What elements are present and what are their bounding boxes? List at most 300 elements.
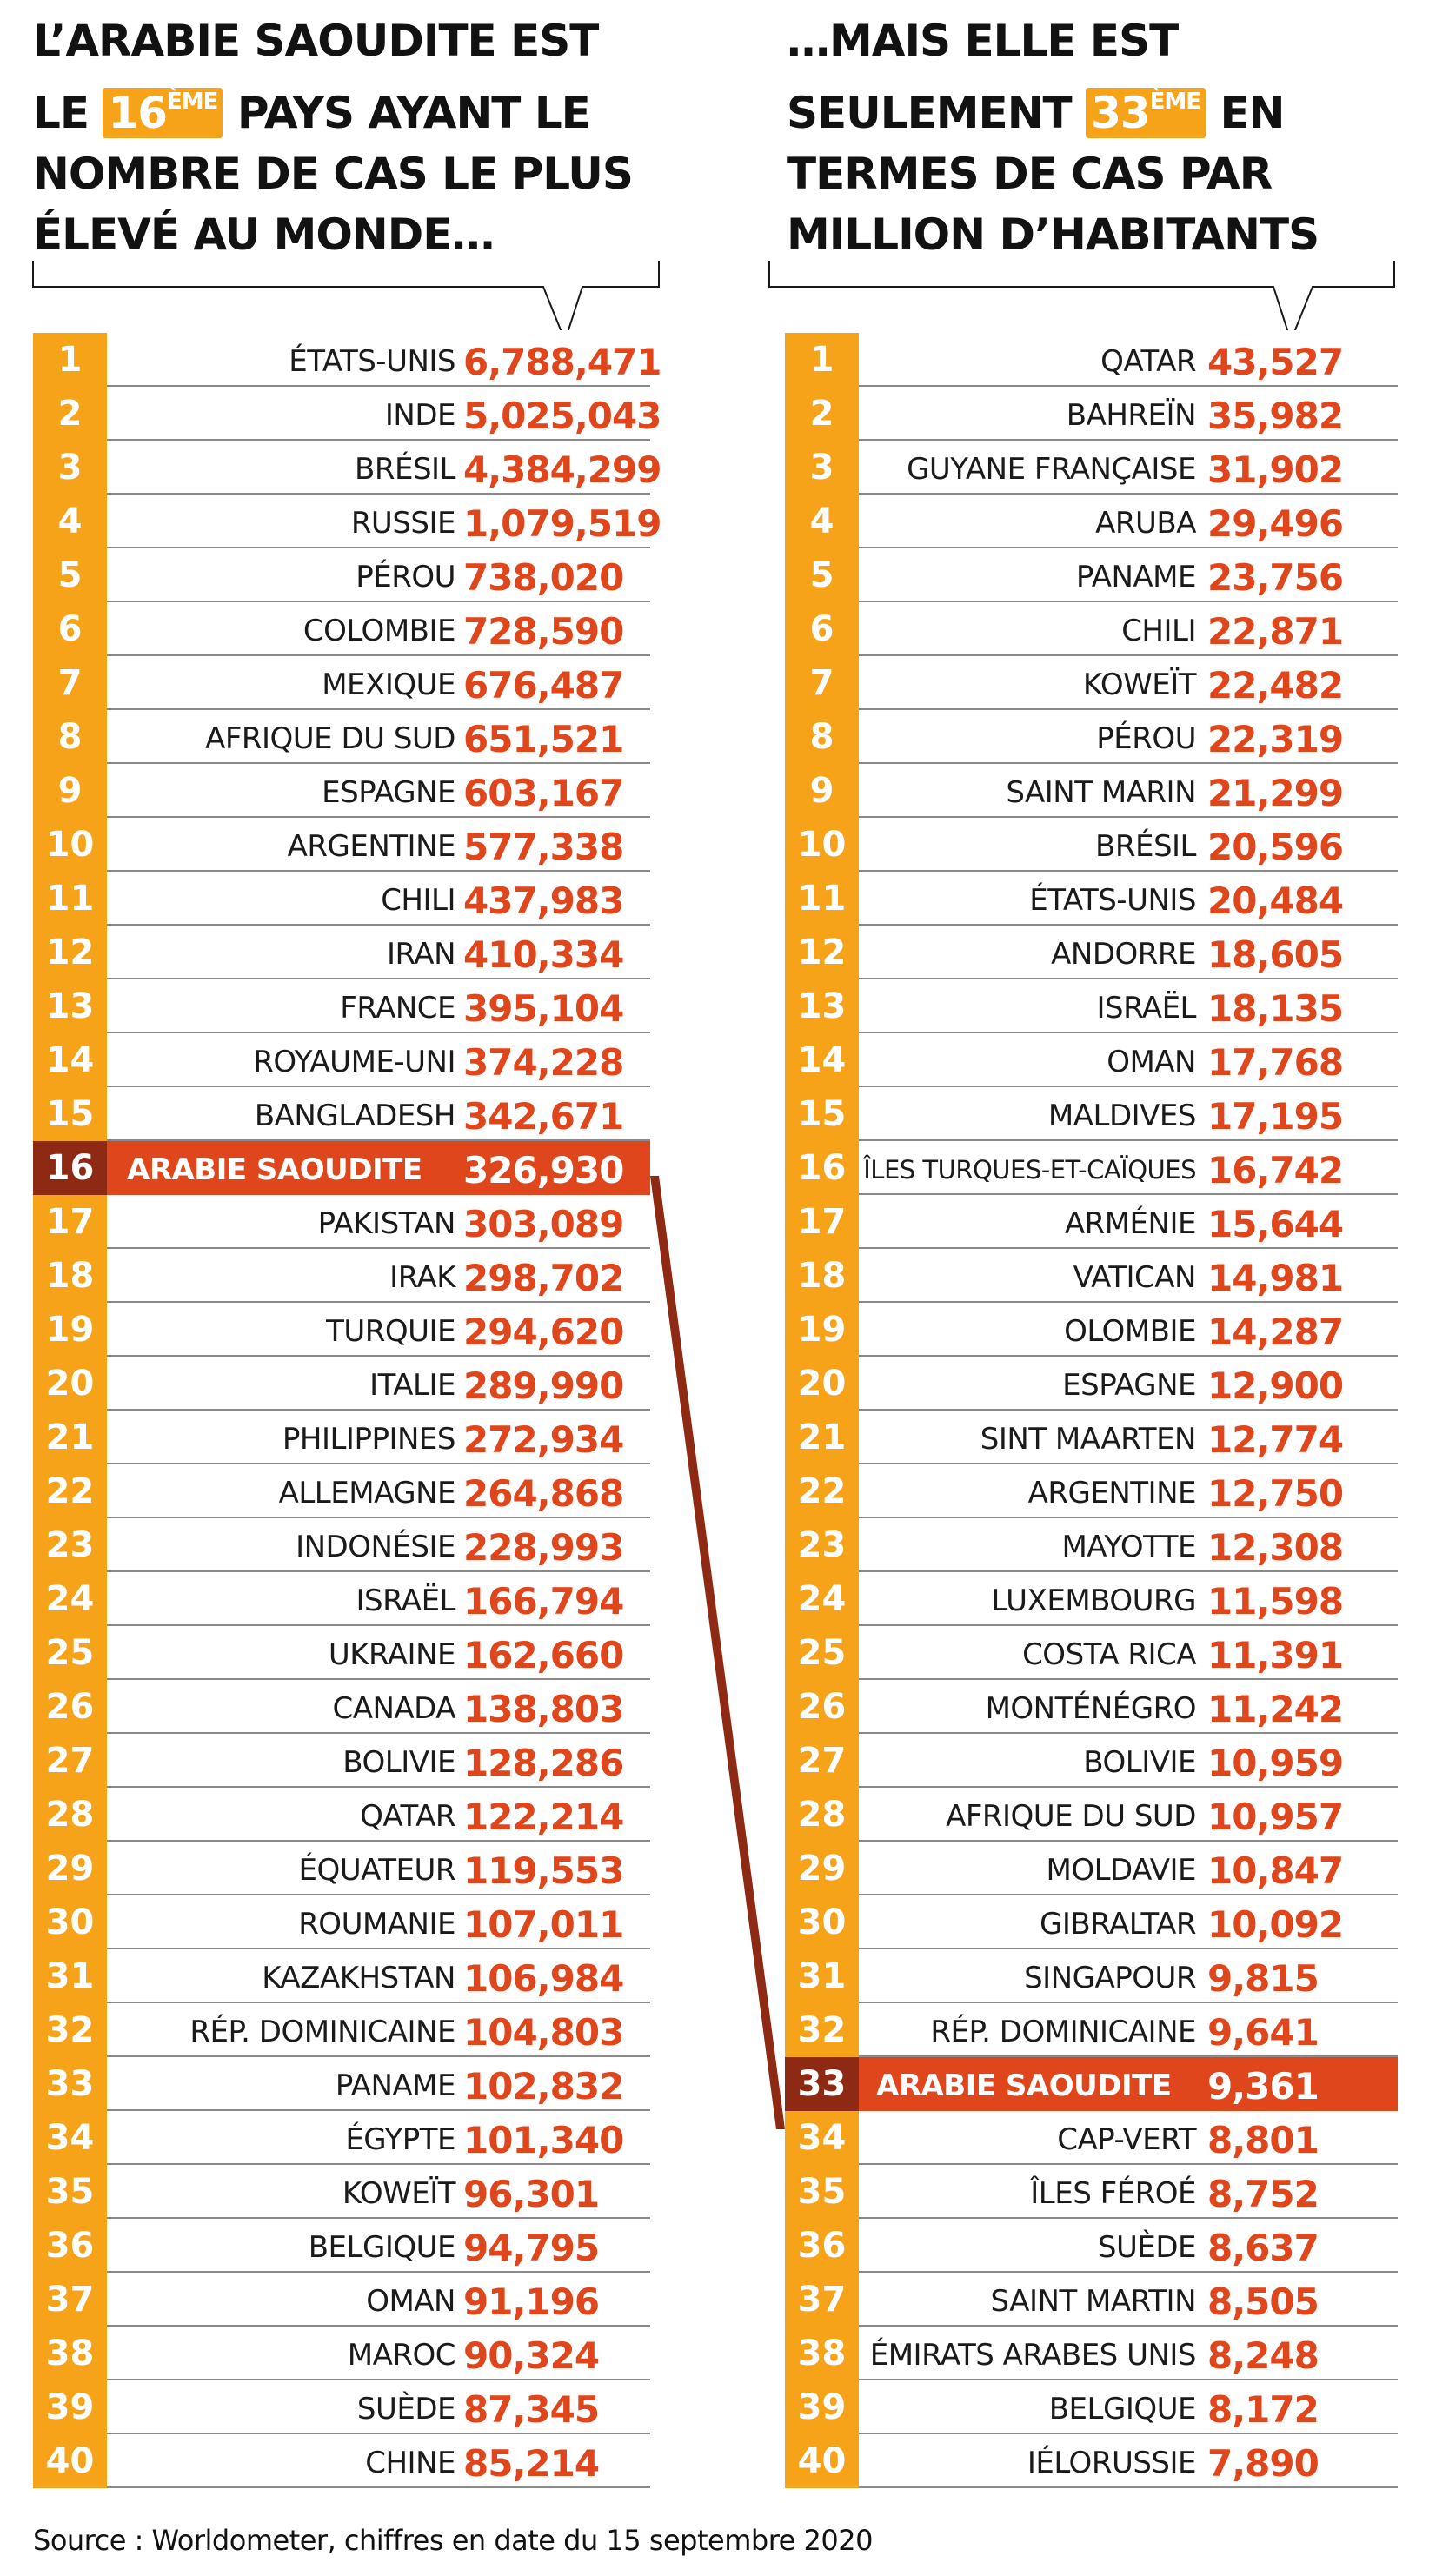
country-name: ROYAUME-UNI — [253, 1045, 455, 1079]
ranking-table-total-cases — [33, 333, 661, 2488]
case-value: 43,527 — [1207, 341, 1344, 383]
country-name: COLOMBIE — [302, 614, 455, 648]
country-name: CANADA — [332, 1691, 455, 1726]
table-row — [785, 1303, 1398, 1357]
rank-number: 8 — [785, 710, 859, 764]
country-name: IÉLORUSSIE — [1027, 2446, 1196, 2480]
rank-number: 24 — [785, 1572, 859, 1626]
rank-number: 10 — [33, 818, 107, 872]
table-row — [785, 979, 1398, 1033]
rank-number: 15 — [33, 1087, 107, 1141]
rank-number: 5 — [785, 548, 859, 602]
country-name: BRÉSIL — [355, 452, 455, 487]
table-row — [33, 1572, 650, 1626]
rank-number: 28 — [785, 1788, 859, 1842]
country-name: BOLIVIE — [342, 1745, 455, 1780]
case-value: 8,637 — [1207, 2227, 1319, 2269]
case-value: 101,340 — [463, 2119, 624, 2161]
case-value: 298,702 — [463, 1257, 624, 1299]
case-value: 15,644 — [1207, 1203, 1344, 1245]
rank-number: 11 — [33, 872, 107, 926]
connector-band — [650, 1176, 785, 2129]
case-value: 651,521 — [463, 718, 624, 760]
rank-number: 3 — [785, 441, 859, 495]
rank-number: 6 — [785, 602, 859, 656]
rank-number: 21 — [785, 1411, 859, 1464]
country-name: MONTÉNÉGRO — [985, 1691, 1196, 1726]
rank-number: 4 — [33, 495, 107, 548]
case-value: 5,025,043 — [463, 395, 661, 437]
rank-number: 32 — [785, 2003, 859, 2057]
country-name: TURQUIE — [326, 1314, 455, 1349]
table-row — [33, 1949, 650, 2003]
case-value: 264,868 — [463, 1472, 624, 1515]
rank-number: 20 — [33, 1357, 107, 1411]
rank-number: 26 — [785, 1680, 859, 1734]
rank-number: 24 — [33, 1572, 107, 1626]
rank-number: 36 — [33, 2219, 107, 2273]
table-row — [785, 656, 1398, 710]
rank-number: 2 — [33, 387, 107, 441]
case-value: 18,135 — [1207, 987, 1344, 1030]
rank-number: 14 — [33, 1033, 107, 1087]
case-value: 14,981 — [1207, 1257, 1344, 1299]
case-value: 22,482 — [1207, 664, 1344, 707]
case-value: 96,301 — [463, 2173, 600, 2215]
case-value: 289,990 — [463, 1364, 624, 1407]
country-name: ÉTATS-UNIS — [1029, 883, 1196, 918]
rank-number: 40 — [33, 2434, 107, 2488]
country-name: ARMÉNIE — [1064, 1206, 1196, 1241]
rank-number: 35 — [785, 2165, 859, 2219]
heading-text: EN TERMES DE CAS PAR MILLION D’HABITANTS — [787, 88, 1319, 260]
table-row — [33, 1357, 650, 1411]
case-value: 272,934 — [463, 1418, 624, 1461]
country-name: CHILI — [1121, 614, 1196, 648]
rank-number: 36 — [785, 2219, 859, 2273]
rank-number: 35 — [33, 2165, 107, 2219]
rank-number: 28 — [33, 1788, 107, 1842]
table-row — [785, 2380, 1398, 2434]
country-name: ÉQUATEUR — [298, 1853, 455, 1888]
country-name: LUXEMBOURG — [991, 1583, 1196, 1618]
case-value: 8,248 — [1207, 2334, 1319, 2377]
case-value: 94,795 — [463, 2227, 600, 2269]
table-row — [33, 926, 650, 979]
table-row — [33, 548, 650, 602]
case-value: 10,847 — [1207, 1849, 1344, 1892]
case-value: 119,553 — [463, 1849, 624, 1892]
rank-number: 34 — [33, 2111, 107, 2165]
country-name: ÉGYPTE — [345, 2122, 455, 2157]
case-value: 294,620 — [463, 1311, 624, 1353]
country-name: ROUMANIE — [298, 1907, 455, 1942]
table-row — [33, 2327, 650, 2380]
country-name: QATAR — [1100, 344, 1196, 379]
country-name: ESPAGNE — [1062, 1368, 1196, 1403]
country-name: INDE — [384, 398, 455, 433]
case-value: 9,641 — [1207, 2011, 1319, 2054]
case-value: 10,959 — [1207, 1742, 1344, 1784]
country-name: ESPAGNE — [322, 775, 455, 810]
rank-number: 10 — [785, 818, 859, 872]
rank-highlight-badge: 33ÈME — [1086, 88, 1206, 138]
case-value: 738,020 — [463, 556, 624, 599]
case-value: 6,788,471 — [463, 341, 661, 383]
country-name: OMAN — [366, 2284, 455, 2319]
rank-number: 34 — [785, 2111, 859, 2165]
case-value: 29,496 — [1207, 502, 1344, 545]
case-value: 16,742 — [1207, 1149, 1344, 1192]
table-row — [785, 2111, 1398, 2165]
table-row — [785, 2003, 1398, 2057]
case-value: 122,214 — [463, 1796, 624, 1838]
rank-number: 23 — [33, 1518, 107, 1572]
table-row — [33, 1141, 650, 1195]
country-name: VATICAN — [1073, 1260, 1196, 1295]
country-name: SINT MAARTEN — [980, 1422, 1196, 1457]
country-name: MOLDAVIE — [1046, 1853, 1196, 1888]
case-value: 8,801 — [1207, 2119, 1319, 2161]
rank-number: 30 — [33, 1895, 107, 1949]
rank-number: 17 — [33, 1195, 107, 1249]
rank-number: 22 — [785, 1464, 859, 1518]
table-row — [785, 441, 1398, 495]
rank-number: 1 — [785, 333, 859, 387]
table-row — [33, 710, 650, 764]
rank-number: 37 — [785, 2273, 859, 2327]
case-value: 23,756 — [1207, 556, 1344, 599]
table-row — [785, 2219, 1398, 2273]
case-value: 20,484 — [1207, 880, 1344, 922]
country-name: BAHREÏN — [1066, 398, 1196, 433]
table-row — [785, 1357, 1398, 1411]
rank-number: 21 — [33, 1411, 107, 1464]
country-name: CHILI — [381, 883, 455, 918]
table-row — [33, 872, 650, 926]
rank-number: 38 — [785, 2327, 859, 2380]
table-row — [785, 818, 1398, 872]
table-row — [785, 1464, 1398, 1518]
table-row — [33, 2380, 650, 2434]
country-name: MEXIQUE — [322, 667, 455, 702]
table-row — [785, 1949, 1398, 2003]
case-value: 18,605 — [1207, 933, 1344, 976]
table-row — [785, 602, 1398, 656]
rank-number: 33 — [33, 2057, 107, 2111]
rank-number: 6 — [33, 602, 107, 656]
country-name: UKRAINE — [328, 1637, 455, 1672]
bracket-left — [33, 261, 659, 330]
case-value: 91,196 — [463, 2281, 600, 2323]
case-value: 17,768 — [1207, 1041, 1344, 1084]
table-row — [785, 1249, 1398, 1303]
rank-number: 26 — [33, 1680, 107, 1734]
table-row — [785, 1895, 1398, 1949]
country-name: SUÈDE — [356, 2392, 455, 2427]
rank-number: 31 — [33, 1949, 107, 2003]
rank-number: 23 — [785, 1518, 859, 1572]
country-name: SINGAPOUR — [1024, 1961, 1196, 1995]
country-name: PÉROU — [356, 560, 455, 594]
table-row — [785, 548, 1398, 602]
rank-number: 15 — [785, 1087, 859, 1141]
table-row — [33, 1303, 650, 1357]
country-name: BANGLADESH — [254, 1099, 455, 1133]
country-name: OLOMBIE — [1064, 1314, 1196, 1349]
table-row — [33, 656, 650, 710]
case-value: 102,832 — [463, 2065, 624, 2108]
country-name: ARABIE SAOUDITE — [876, 2068, 1172, 2103]
country-name: ANDORRE — [1051, 937, 1196, 972]
table-row — [33, 1033, 650, 1087]
bracket-right — [769, 261, 1394, 330]
table-row — [33, 1087, 650, 1141]
rank-number: 33 — [785, 2057, 859, 2111]
rank-number: 38 — [33, 2327, 107, 2380]
country-name: KOWEÏT — [1082, 667, 1196, 702]
case-value: 20,596 — [1207, 826, 1344, 868]
case-value: 166,794 — [463, 1580, 624, 1623]
country-name: PAKISTAN — [317, 1206, 455, 1241]
case-value: 326,930 — [463, 1149, 624, 1192]
table-row — [33, 602, 650, 656]
table-row — [33, 1411, 650, 1464]
case-value: 395,104 — [463, 987, 624, 1030]
country-name: ISRAËL — [356, 1583, 455, 1618]
table-row — [33, 1734, 650, 1788]
case-value: 106,984 — [463, 1957, 624, 2000]
country-name: ÎLES TURQUES-ET-CAÏQUES — [863, 1155, 1196, 1185]
table-row — [33, 2219, 650, 2273]
country-name: ARUBA — [1095, 506, 1196, 541]
rank-number: 16 — [785, 1141, 859, 1195]
country-name: IRAK — [389, 1260, 455, 1295]
rank-number: 32 — [33, 2003, 107, 2057]
rank-number: 12 — [33, 926, 107, 979]
case-value: 676,487 — [463, 664, 624, 707]
case-value: 90,324 — [463, 2334, 600, 2377]
case-value: 21,299 — [1207, 772, 1344, 814]
table-row — [785, 1626, 1398, 1680]
heading-brackets — [0, 0, 1449, 330]
country-name: AFRIQUE DU SUD — [946, 1799, 1196, 1834]
case-value: 9,361 — [1207, 2065, 1319, 2108]
table-row — [785, 495, 1398, 548]
rank-number: 31 — [785, 1949, 859, 2003]
case-value: 410,334 — [463, 933, 624, 976]
country-name: ÉTATS-UNIS — [289, 344, 455, 379]
case-value: 12,308 — [1207, 1526, 1344, 1569]
rank-number: 7 — [33, 656, 107, 710]
table-row — [785, 926, 1398, 979]
case-value: 228,993 — [463, 1526, 624, 1569]
heading-text: …MAIS ELLE EST SEULEMENT — [787, 16, 1179, 138]
case-value: 10,957 — [1207, 1796, 1344, 1838]
rank-number: 22 — [33, 1464, 107, 1518]
case-value: 11,598 — [1207, 1580, 1344, 1623]
case-value: 11,391 — [1207, 1634, 1344, 1676]
case-value: 17,195 — [1207, 1095, 1344, 1138]
table-row — [33, 1464, 650, 1518]
case-value: 138,803 — [463, 1688, 624, 1730]
case-value: 22,319 — [1207, 718, 1344, 760]
rank-number: 25 — [785, 1626, 859, 1680]
table-row — [785, 872, 1398, 926]
table-row — [785, 1788, 1398, 1842]
case-value: 603,167 — [463, 772, 624, 814]
country-name: KAZAKHSTAN — [262, 1961, 455, 1995]
table-row — [785, 1141, 1398, 1195]
table-row — [785, 1680, 1398, 1734]
case-value: 303,089 — [463, 1203, 624, 1245]
rank-number: 9 — [33, 764, 107, 818]
country-name: ARGENTINE — [287, 829, 455, 864]
country-name: ALLEMAGNE — [278, 1476, 455, 1510]
rank-number: 27 — [785, 1734, 859, 1788]
table-row — [785, 2273, 1398, 2327]
rank-number: 3 — [33, 441, 107, 495]
table-row — [785, 2165, 1398, 2219]
case-value: 4,384,299 — [463, 448, 661, 491]
country-name: GUYANE FRANÇAISE — [907, 452, 1196, 487]
country-name: BELGIQUE — [1048, 2392, 1196, 2427]
country-name: ARABIE SAOUDITE — [127, 1152, 422, 1187]
table-row — [33, 387, 661, 441]
country-name: KOWEÏT — [342, 2176, 455, 2211]
rank-number: 37 — [33, 2273, 107, 2327]
table-row — [785, 2434, 1398, 2488]
case-value: 12,900 — [1207, 1364, 1344, 1407]
heading-text: PAYS AYANT LE NOMBRE DE CAS LE PLUS ÉLEVÉ AU MONDE… — [33, 88, 633, 260]
rank-number: 18 — [785, 1249, 859, 1303]
rank-number: 1 — [33, 333, 107, 387]
country-name: ÎLES FÉROÉ — [1030, 2176, 1196, 2211]
country-name: BOLIVIE — [1083, 1745, 1196, 1780]
rank-number: 18 — [33, 1249, 107, 1303]
table-row — [33, 1195, 650, 1249]
table-row — [785, 1518, 1398, 1572]
rank-number: 13 — [785, 979, 859, 1033]
case-value: 1,079,519 — [463, 502, 661, 545]
country-name: QATAR — [360, 1799, 455, 1834]
table-row — [785, 1033, 1398, 1087]
case-value: 728,590 — [463, 610, 624, 653]
country-name: FRANCE — [340, 991, 455, 1026]
rank-number: 39 — [785, 2380, 859, 2434]
table-row — [33, 2273, 650, 2327]
table-row — [33, 2057, 650, 2111]
table-row — [33, 2434, 650, 2488]
rank-number: 29 — [33, 1842, 107, 1895]
country-name: GIBRALTAR — [1040, 1907, 1196, 1942]
table-row — [785, 387, 1398, 441]
table-row — [33, 1788, 650, 1842]
table-row — [33, 441, 661, 495]
country-name: RUSSIE — [350, 506, 455, 541]
rank-number: 40 — [785, 2434, 859, 2488]
table-row — [33, 1680, 650, 1734]
table-row — [785, 2327, 1398, 2380]
rank-number: 2 — [785, 387, 859, 441]
rank-number: 19 — [33, 1303, 107, 1357]
case-value: 87,345 — [463, 2388, 600, 2431]
case-value: 162,660 — [463, 1634, 624, 1676]
table-row — [785, 1734, 1398, 1788]
case-value: 9,815 — [1207, 1957, 1319, 2000]
table-row — [33, 1518, 650, 1572]
table-row — [33, 2003, 650, 2057]
country-name: PANAME — [1075, 560, 1196, 594]
country-name: PANAME — [335, 2068, 455, 2103]
table-row — [33, 1842, 650, 1895]
rank-number: 11 — [785, 872, 859, 926]
rank-number: 13 — [33, 979, 107, 1033]
table-row — [33, 495, 661, 548]
case-value: 31,902 — [1207, 448, 1344, 491]
table-row — [785, 1572, 1398, 1626]
table-row — [785, 1411, 1398, 1464]
table-row — [33, 764, 650, 818]
rank-number: 17 — [785, 1195, 859, 1249]
country-name: ITALIE — [369, 1368, 455, 1403]
source-note: Source : Worldometer, chiffres en date du 15 septembre 2020 — [33, 2524, 873, 2557]
country-name: PÉROU — [1096, 721, 1196, 756]
country-name: MAYOTTE — [1061, 1530, 1196, 1564]
country-name: COSTA RICA — [1022, 1637, 1196, 1672]
rank-number: 4 — [785, 495, 859, 548]
table-row — [785, 1195, 1398, 1249]
rank-number: 30 — [785, 1895, 859, 1949]
country-name: AFRIQUE DU SUD — [205, 721, 455, 756]
country-name: CAP-VERT — [1057, 2122, 1196, 2157]
country-name: BELGIQUE — [308, 2230, 455, 2265]
table-row — [33, 2165, 650, 2219]
country-name: ÉMIRATS ARABES UNIS — [869, 2338, 1196, 2373]
rank-number: 5 — [33, 548, 107, 602]
table-row — [33, 979, 650, 1033]
rank-number: 9 — [785, 764, 859, 818]
country-name: RÉP. DOMINICAINE — [930, 2015, 1196, 2049]
rank-number: 39 — [33, 2380, 107, 2434]
case-value: 10,092 — [1207, 1903, 1344, 1946]
table-row — [33, 2111, 650, 2165]
country-name: MALDIVES — [1047, 1099, 1196, 1133]
country-name: PHILIPPINES — [282, 1422, 455, 1457]
country-name: SUÈDE — [1097, 2230, 1196, 2265]
country-name: BRÉSIL — [1095, 829, 1196, 864]
country-name: INDONÉSIE — [296, 1530, 455, 1564]
country-name: OMAN — [1107, 1045, 1196, 1079]
table-row — [33, 1895, 650, 1949]
case-value: 107,011 — [463, 1903, 624, 1946]
case-value: 577,338 — [463, 826, 624, 868]
case-value: 374,228 — [463, 1041, 624, 1084]
case-value: 342,671 — [463, 1095, 624, 1138]
case-value: 11,242 — [1207, 1688, 1344, 1730]
rank-number: 29 — [785, 1842, 859, 1895]
rank-number: 12 — [785, 926, 859, 979]
case-value: 128,286 — [463, 1742, 624, 1784]
table-row — [785, 333, 1398, 387]
case-value: 12,750 — [1207, 1472, 1344, 1515]
case-value: 8,172 — [1207, 2388, 1319, 2431]
case-value: 437,983 — [463, 880, 624, 922]
country-name: ISRAËL — [1096, 991, 1196, 1026]
rank-number: 19 — [785, 1303, 859, 1357]
rank-number: 14 — [785, 1033, 859, 1087]
rank-number: 25 — [33, 1626, 107, 1680]
